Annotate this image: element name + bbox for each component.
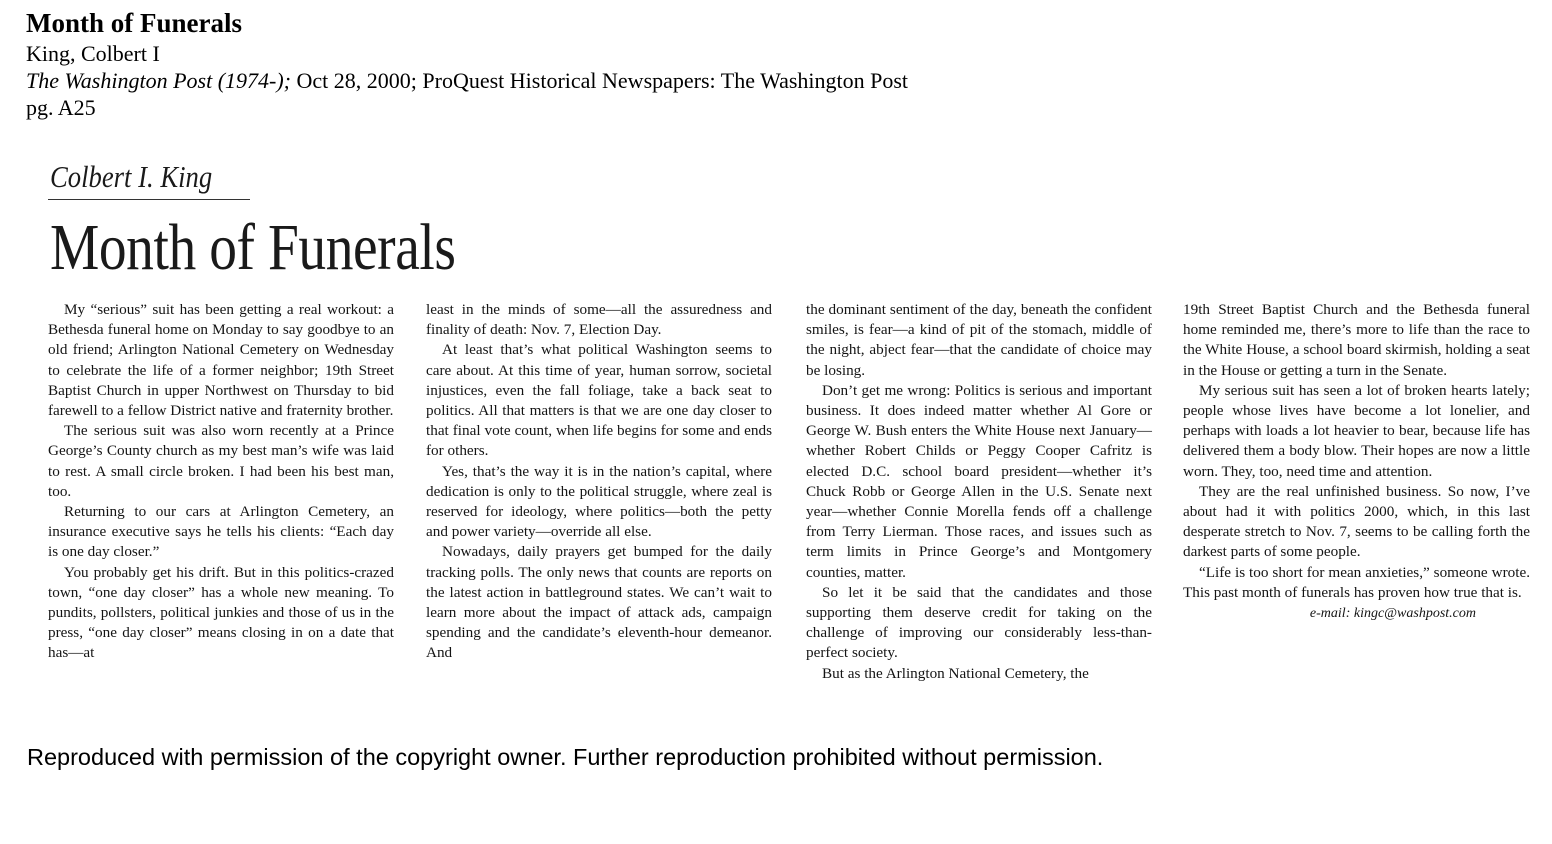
paragraph: “Life is too short for mean anxieties,” someone wrote. This past month of funerals has proven how true that is. [1183,563,1530,601]
paragraph: You probably get his drift. But in this politics-crazed town, “one day closer” has a whole new meaning. To pundits, pollsters, political junkies and those of us in the press, “one day closer” means closing in on a date that has—at [48,563,394,662]
article-column-4 [1183,300,1530,624]
paragraph: But as the Arlington National Cemetery, the [822,664,1089,682]
copyright-notice: Reproduced with permission of the copyright owner. Further reproduction prohibited without permission. [27,744,1104,770]
paragraph: My “serious” suit has been getting a real workout: a Bethesda funeral home on Monday to say goodbye to an old friend; Arlington National Cemetery on Wednesday to celebrate the life of a former neighbor; 19th Street Baptist Church in upper Northwest on Thursday to bid farewell to a fellow District native and fraternity brother. [48,301,394,420]
citation-page: pg. A25 [26,95,96,120]
paragraph: My serious suit has seen a lot of broken hearts lately; people whose lives have become a lot lonelier, and perhaps with loads a lot heavier to bear, because life has delivered them a body blow. Their hopes are now a little worn. They, too, need time and attention. [1183,381,1530,480]
citation-header [26,6,908,121]
citation-details: Oct 28, 2000; ProQuest Historical Newspapers: The Washington Post [291,68,909,93]
citation-author: King, Colbert I [26,41,160,66]
paragraph: Returning to our cars at Arlington Cemetery, an insurance executive says he tells his clients: “Each day is one day closer.” [48,503,394,561]
article-byline: Colbert I. King [50,159,213,194]
paragraph: least in the minds of some—all the assuredness and finality of death: Nov. 7, Election Day. [426,301,772,339]
paragraph: Nowadays, daily prayers get bumped for the daily tracking polls. The only news that counts are reports on the latest action in battleground states. We can’t wait to learn more about the impact of attack ads, campaign spending and the candidate’s eleventh-hour demeanor. And [426,543,772,662]
paragraph: So let it be said that the candidates and those supporting them deserve credit for taking on the challenge of improving our considerably less-than-perfect society. [806,583,1152,662]
citation-title: Month of Funerals [26,8,242,38]
citation-publication: The Washington Post (1974-); [26,68,292,93]
paragraph: the dominant sentiment of the day, beneath the confident smiles, is fear—a kind of pit of the stomach, middle of the night, abject fear—that the candidate of choice may be losing. [806,301,1152,379]
author-email: e-mail: kingc@washpost.com [1309,606,1476,622]
article-column-2 [426,300,772,664]
byline-divider [48,199,250,200]
paragraph: They are the real unfinished business. So now, I’ve about had it with politics 2000, which, in this last desperate stretch to Nov. 7, seems to be calling forth the darkest parts of some people. [1183,482,1530,561]
paragraph: 19th Street Baptist Church and the Bethesda funeral home reminded me, there’s more to life than the race to the White House, a school board skirmish, holding a seat in the House or getting a turn in the Senate. [1183,301,1530,379]
paragraph: Yes, that’s the way it is in the nation’s capital, where dedication is only to the political struggle, where zeal is reserved for ideology, where politics—both the petty and power variety—override all else. [426,462,772,541]
article-headline: Month of Funerals [50,211,456,284]
paragraph: At least that’s what political Washington seems to care about. At this time of year, human sorrow, societal injustices, even the fall foliage, take a back seat to politics. All that matters is that we are one day closer to that final vote count, when life begins for some and ends for others. [426,341,772,460]
paragraph: The serious suit was also worn recently at a Prince George’s County church as my best man’s wife was laid to rest. A small circle broken. I had been his best man, too. [48,422,394,500]
paragraph: Don’t get me wrong: Politics is serious and important business. It does indeed matter whether Al Gore or George W. Bush enters the White House next January—whether Robert Childs or Peggy Cooper Cafritz is elected D.C. school board president—whether it’s Chuck Robb or George Allen in the U.S. Senate next year—whether Connie Morella fends off a challenge from Terry Lierman. Those races, and issues such as term limits in Prince George’s and Montgomery counties, matter. [806,381,1152,581]
article-column-1 [48,300,394,664]
citation-source [26,67,908,94]
article-column-3 [806,300,1152,684]
